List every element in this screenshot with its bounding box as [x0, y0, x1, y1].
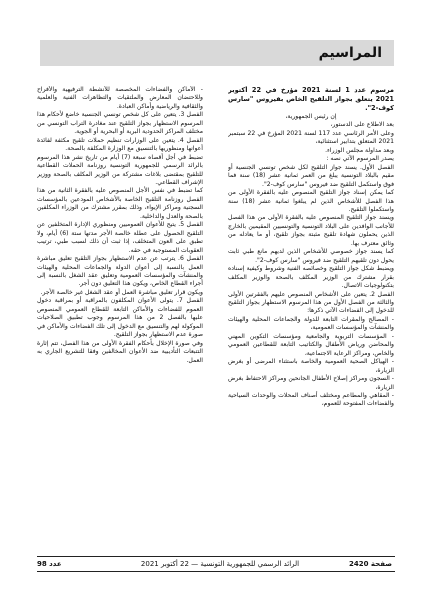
- section-header-bar: [40, 40, 394, 66]
- paragraph: - الهياكل الصحية العمومية والخاصة باستثناء المرضى أو بغرض الزيارة،: [228, 358, 394, 374]
- paragraph: الفصل الأول. يسند جواز التلقيح لكل شخص تونسي الجنسية أو مقيم بالبلاد التونسية يبلغ من العمر ثمانية عشر (18) سنة فما فوق واستكمل التلقيح ضد فيروس "سارس كوف-2".: [228, 163, 394, 188]
- paragraph: الفصل 5. يتيح للأعوان العموميين ومنظوري الإدارة المتخلفين عن التلقيح الحصول على عطلة خالصة الأجر مدتها ستة (6) أيام، ولا تطبق على العون المتخلف، إذا ثبت أن ذلك لسبب طبي، ترتيب العقوبات المستوجبة في حقه.: [37, 221, 203, 254]
- paragraph: الفصل 4. يتعين على الوزارات تنظيم حملات تلقيح مكثفة لفائدة أعوانها ومنظوريها بالتنسيق مع الوزارة المكلفة بالصحة.: [37, 136, 203, 153]
- left-column-text: [37, 86, 203, 548]
- paragraph: مرسوم عدد 1 لسنة 2021 مؤرخ في 22 أكتوبر 2021 يتعلق بجواز التلقيح الخاص بفيروس "سارس كوف-2".: [228, 86, 394, 112]
- paragraph: ويضبط شكل جواز التلقيح وخصائصه الفنية وشروط وكيفية إسناده بقرار مشترك من الوزير المكلف بالصحة والوزير المكلف بتكنولوجيات الاتصال.: [228, 265, 394, 290]
- paragraph: ويكون قرار تعليق مباشرة العمل أو عقد الشغل غير خالصة الأجر.: [40, 288, 203, 296]
- section-title: المراسيم: [318, 45, 382, 61]
- paragraph: كما يمكن إسناد جواز التلقيح المنصوص عليه بالفقرة الأولى من هذا الفصل للأشخاص الذين لم يبلغوا ثمانية عشر (18) سنة واستكملوا التلقيح.: [228, 189, 394, 213]
- right-column-text: [228, 86, 394, 548]
- paragraph: الفصل 7. يتولى الأعوان المكلفون بالمراقبة أو بمراقبة دخول العموم للفضاءات والأماكن التابعة للقطاع العمومي المنصوص عليها بالفصل 2 من هذا المرسوم وجوب تطبيق الصلاحيات الموكولة لهم والتنسيق مع الدخول إلى تلك الفضاءات والأماكن في صورة عدم الاستظهار بجواز التلقيح.: [37, 297, 203, 339]
- footer-top-rule: [37, 556, 395, 557]
- footer-issue-number: عدد 98: [37, 560, 62, 568]
- paragraph: - المؤسسات التربوية والجامعية ومؤسسات التكوين المهني والمحاضن ورياض الأطفال والكتاتيب التابعة للقطاعين العمومي والخاص، ومراكز الرعاية الاجتماعية،: [228, 332, 394, 357]
- paragraph: الفصل 6. يترتب عن عدم الاستظهار بجواز التلقيح تعليق مباشرة العمل بالنسبة إلى أعوان الدولة والجماعات المحلية والهيئات والمنشآت والمؤسسات العمومية وتعليق عقد الشغل بالنسبة إلى أجراء القطاع الخاص، ويكون هذا التعليق دون أجر.: [37, 255, 203, 288]
- paragraph: إن رئيس الجمهورية،: [285, 113, 337, 120]
- paragraph: وبعد مداولة مجلس الوزراء.: [325, 146, 394, 154]
- paragraph: - الأماكن والفضاءات المخصصة للأنشطة الترفيهية والأفراح وللاحتضان المعارض والملتقيات والتظاهرات الفنية والعلمية والثقافية والرياضية وأماكن العبادة.: [37, 86, 203, 110]
- paragraph: الفصل 2. يتعين على الأشخاص المنصوص عليهم بالفقرتين الأولى والثالثة من الفصل الأول من هذا المرسوم الاستظهار بجواز التلقيح للدخول إلى الفضاءات الآتي ذكرها:: [228, 290, 394, 315]
- paragraph: وفي صورة الإخلال بأحكام الفقرة الأولى من هذا الفصل، تتم إثارة التتبعات التأديبية ضد الأعوان المخالفين وفقا للتشريع الجاري به العمل.: [37, 339, 203, 364]
- footer-bottom-rule: [37, 571, 395, 572]
- footer-journal-title: الرائد الرسمي للجمهورية التونسية — 22 أكتوبر 2021: [140, 560, 300, 568]
- paragraph: ويسند جواز التلقيح المنصوص عليه بالفقرة الأولى من هذا الفصل للأجانب الوافدين على البلاد التونسية والتونسيين المقيمين بالخارج الذين يحملون شهادة تلقيح مثبتة بجواز تلقيح، أو ما يعادله من وثائق معترف بها.: [228, 214, 394, 247]
- paragraph: يصدر المرسوم الآتي نصه :: [326, 155, 394, 163]
- paragraph: - المصالح والمقرات التابعة للدولة والجماعات المحلية والهيئات والمنشآت والمؤسسات العمومية،: [228, 315, 394, 332]
- paragraph: تضبط في أجل أقصاه سبعة (7) أيام من تاريخ نشر هذا المرسوم بالرائد الرسمي للجمهورية التونسية روزنامة الحملات القطاعية للتلقيح بمقتضى بلاغات مشتركة من الوزير المكلف بالصحة ووزير الإشراف القطاعي.: [37, 153, 203, 186]
- paragraph: الفصل 3. يتعين على كل شخص تونسي الجنسية خاضع لأحكام هذا المرسوم الاستظهار بجواز التلقيح عند مغادرة التراب التونسي من مختلف المراكز الحدودية البرية أو البحرية أو الجوية.: [37, 111, 203, 136]
- paragraph: وعلى الأمر الرئاسي عدد 117 لسنة 2021 المؤرخ في 22 سبتمبر 2021 المتعلق بتدابير استثنائية،: [228, 129, 394, 146]
- footer-page-number: صفحة 2420: [348, 560, 392, 568]
- paragraph: بعد الاطلاع على الدستور،: [330, 121, 394, 129]
- paragraph: - السجون ومراكز إصلاح الأطفال الجانحين ومراكز الاحتفاظ بغرض الزيارة،: [228, 375, 394, 391]
- paragraph: كما تضبط في نفس الأجل المنصوص عليه بالفقرة الثانية من هذا الفصل روزنامة التلقيح الخاصة بالأشخاص المودعين بالمؤسسات السجنية ومراكز الإيواء، وذلك بمقرر مشترك من الوزراء المكلفين بالصحة والعدل والداخلية.: [37, 187, 203, 220]
- paragraph: كما يسند جواز خصوصي للأشخاص الذين لديهم مانع طبي ثابت يحول دون تلقيهم التلقيح ضد فيروس "سارس كوف-2".: [228, 248, 394, 264]
- paragraph: - المقاهي والمطاعم ومختلف أصناف المحلات والوحدات السياحية والفضاءات المفتوحة للعموم،: [228, 391, 394, 408]
